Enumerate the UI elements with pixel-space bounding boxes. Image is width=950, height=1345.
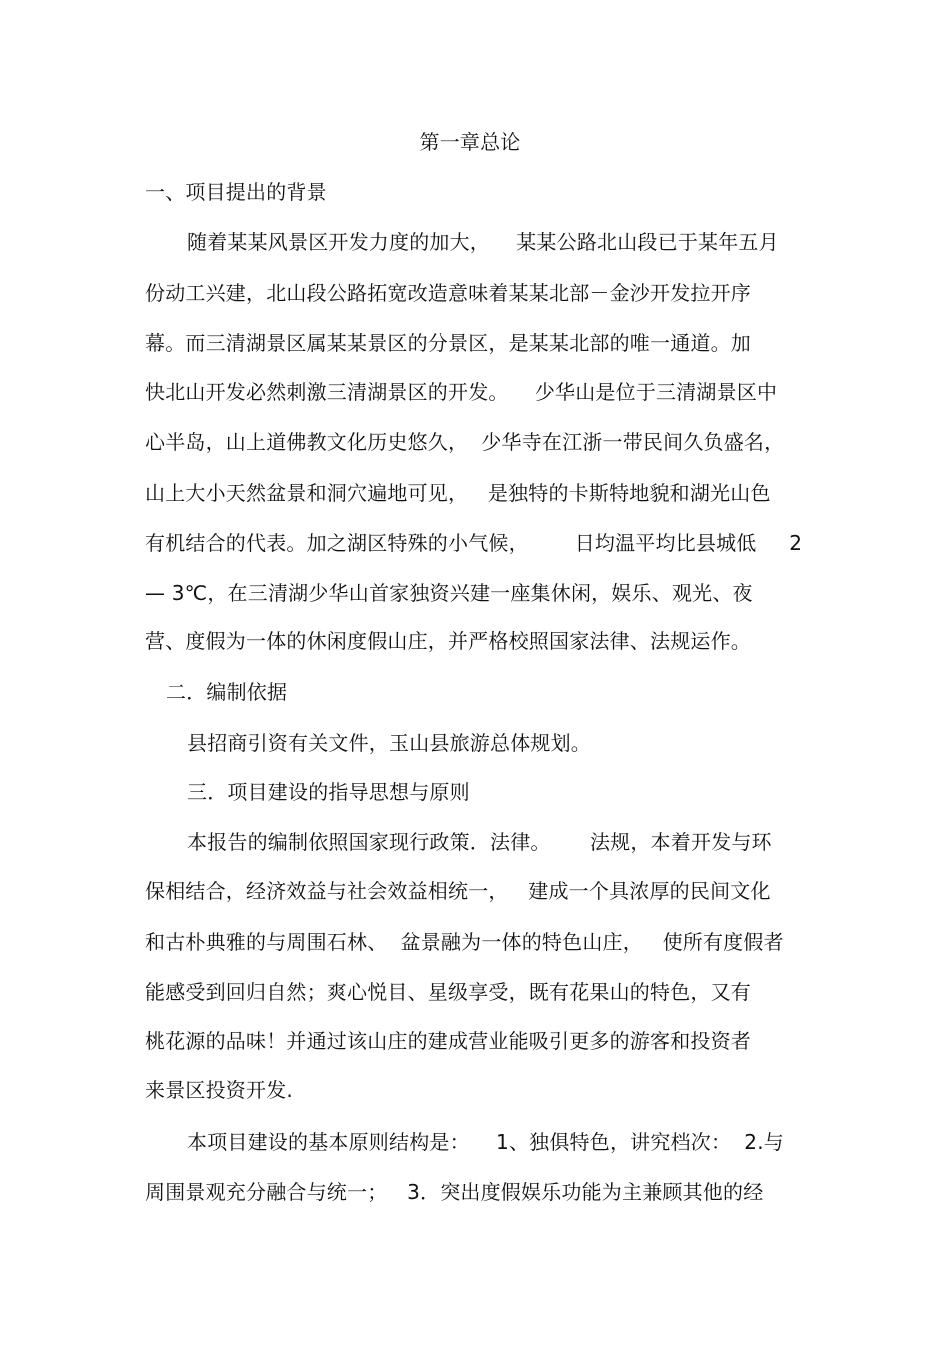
paragraph-line: 营、度假为一体的休闲度假山庄，并严格校照国家法律、法规运作。 <box>145 629 751 653</box>
section-heading-background: 一、项目提出的背景 <box>145 180 327 204</box>
paragraph-line: 心半岛，山上道佛教文化历史悠久， 少华寺在江浙一带民间久负盛名， <box>145 430 785 454</box>
section-heading-basis: 二．编制依据 <box>166 680 288 704</box>
paragraph-line: 能感受到回归自然；爽心悦目、星级享受，既有花果山的特色，又有 <box>145 980 751 1004</box>
section-heading-principles: 三．项目建设的指导思想与原则 <box>187 780 470 804</box>
paragraph-line: 县招商引资有关文件，玉山县旅游总体规划。 <box>187 731 591 755</box>
paragraph-line: 有机结合的代表。加之湖区特殊的小气候， 日均温平均比县城低 2 <box>145 531 803 555</box>
paragraph-line: 山上大小天然盆景和洞穴遍地可见， 是独特的卡斯特地貌和湖光山色 <box>145 481 771 505</box>
paragraph-line: 和古朴典雅的与周围石林、 盆景融为一体的特色山庄， 使所有度假者 <box>145 930 784 954</box>
paragraph-line: 本报告的编制依照国家现行政策．法律。 法规，本着开发与环 <box>187 830 772 854</box>
paragraph-line: 来景区投资开发. <box>145 1078 293 1102</box>
paragraph-line: 桃花源的品味！并通过该山庄的建成营业能吸引更多的游客和投资者 <box>145 1029 751 1053</box>
paragraph-line: 本项目建设的基本原则结构是： 1、独俱特色，讲究档次： 2.与 <box>187 1130 784 1154</box>
paragraph-line: 份动工兴建，北山段公路拓宽改造意味着某某北部－金沙开发拉开序 <box>145 281 751 305</box>
chapter-title: 第一章总论 <box>419 130 521 154</box>
paragraph-line: 幕。而三清湖景区属某某景区的分景区，是某某北部的唯一通道。加 <box>145 331 751 355</box>
paragraph-line: 随着某某风景区开发力度的加大， 某某公路北山段已于某年五月 <box>187 230 779 254</box>
paragraph-line: 周围景观充分融合与统一； 3．突出度假娱乐功能为主兼顾其他的经 <box>145 1180 764 1204</box>
paragraph-line: 保相结合，经济效益与社会效益相统一， 建成一个具浓厚的民间文化 <box>145 879 771 903</box>
paragraph-line: 快北山开发必然刺激三清湖景区的开发。 少华山是位于三清湖景区中 <box>145 380 778 404</box>
paragraph-line: — 3℃，在三清湖少华山首家独资兴建一座集休闲，娱乐、观光、夜 <box>145 581 753 605</box>
